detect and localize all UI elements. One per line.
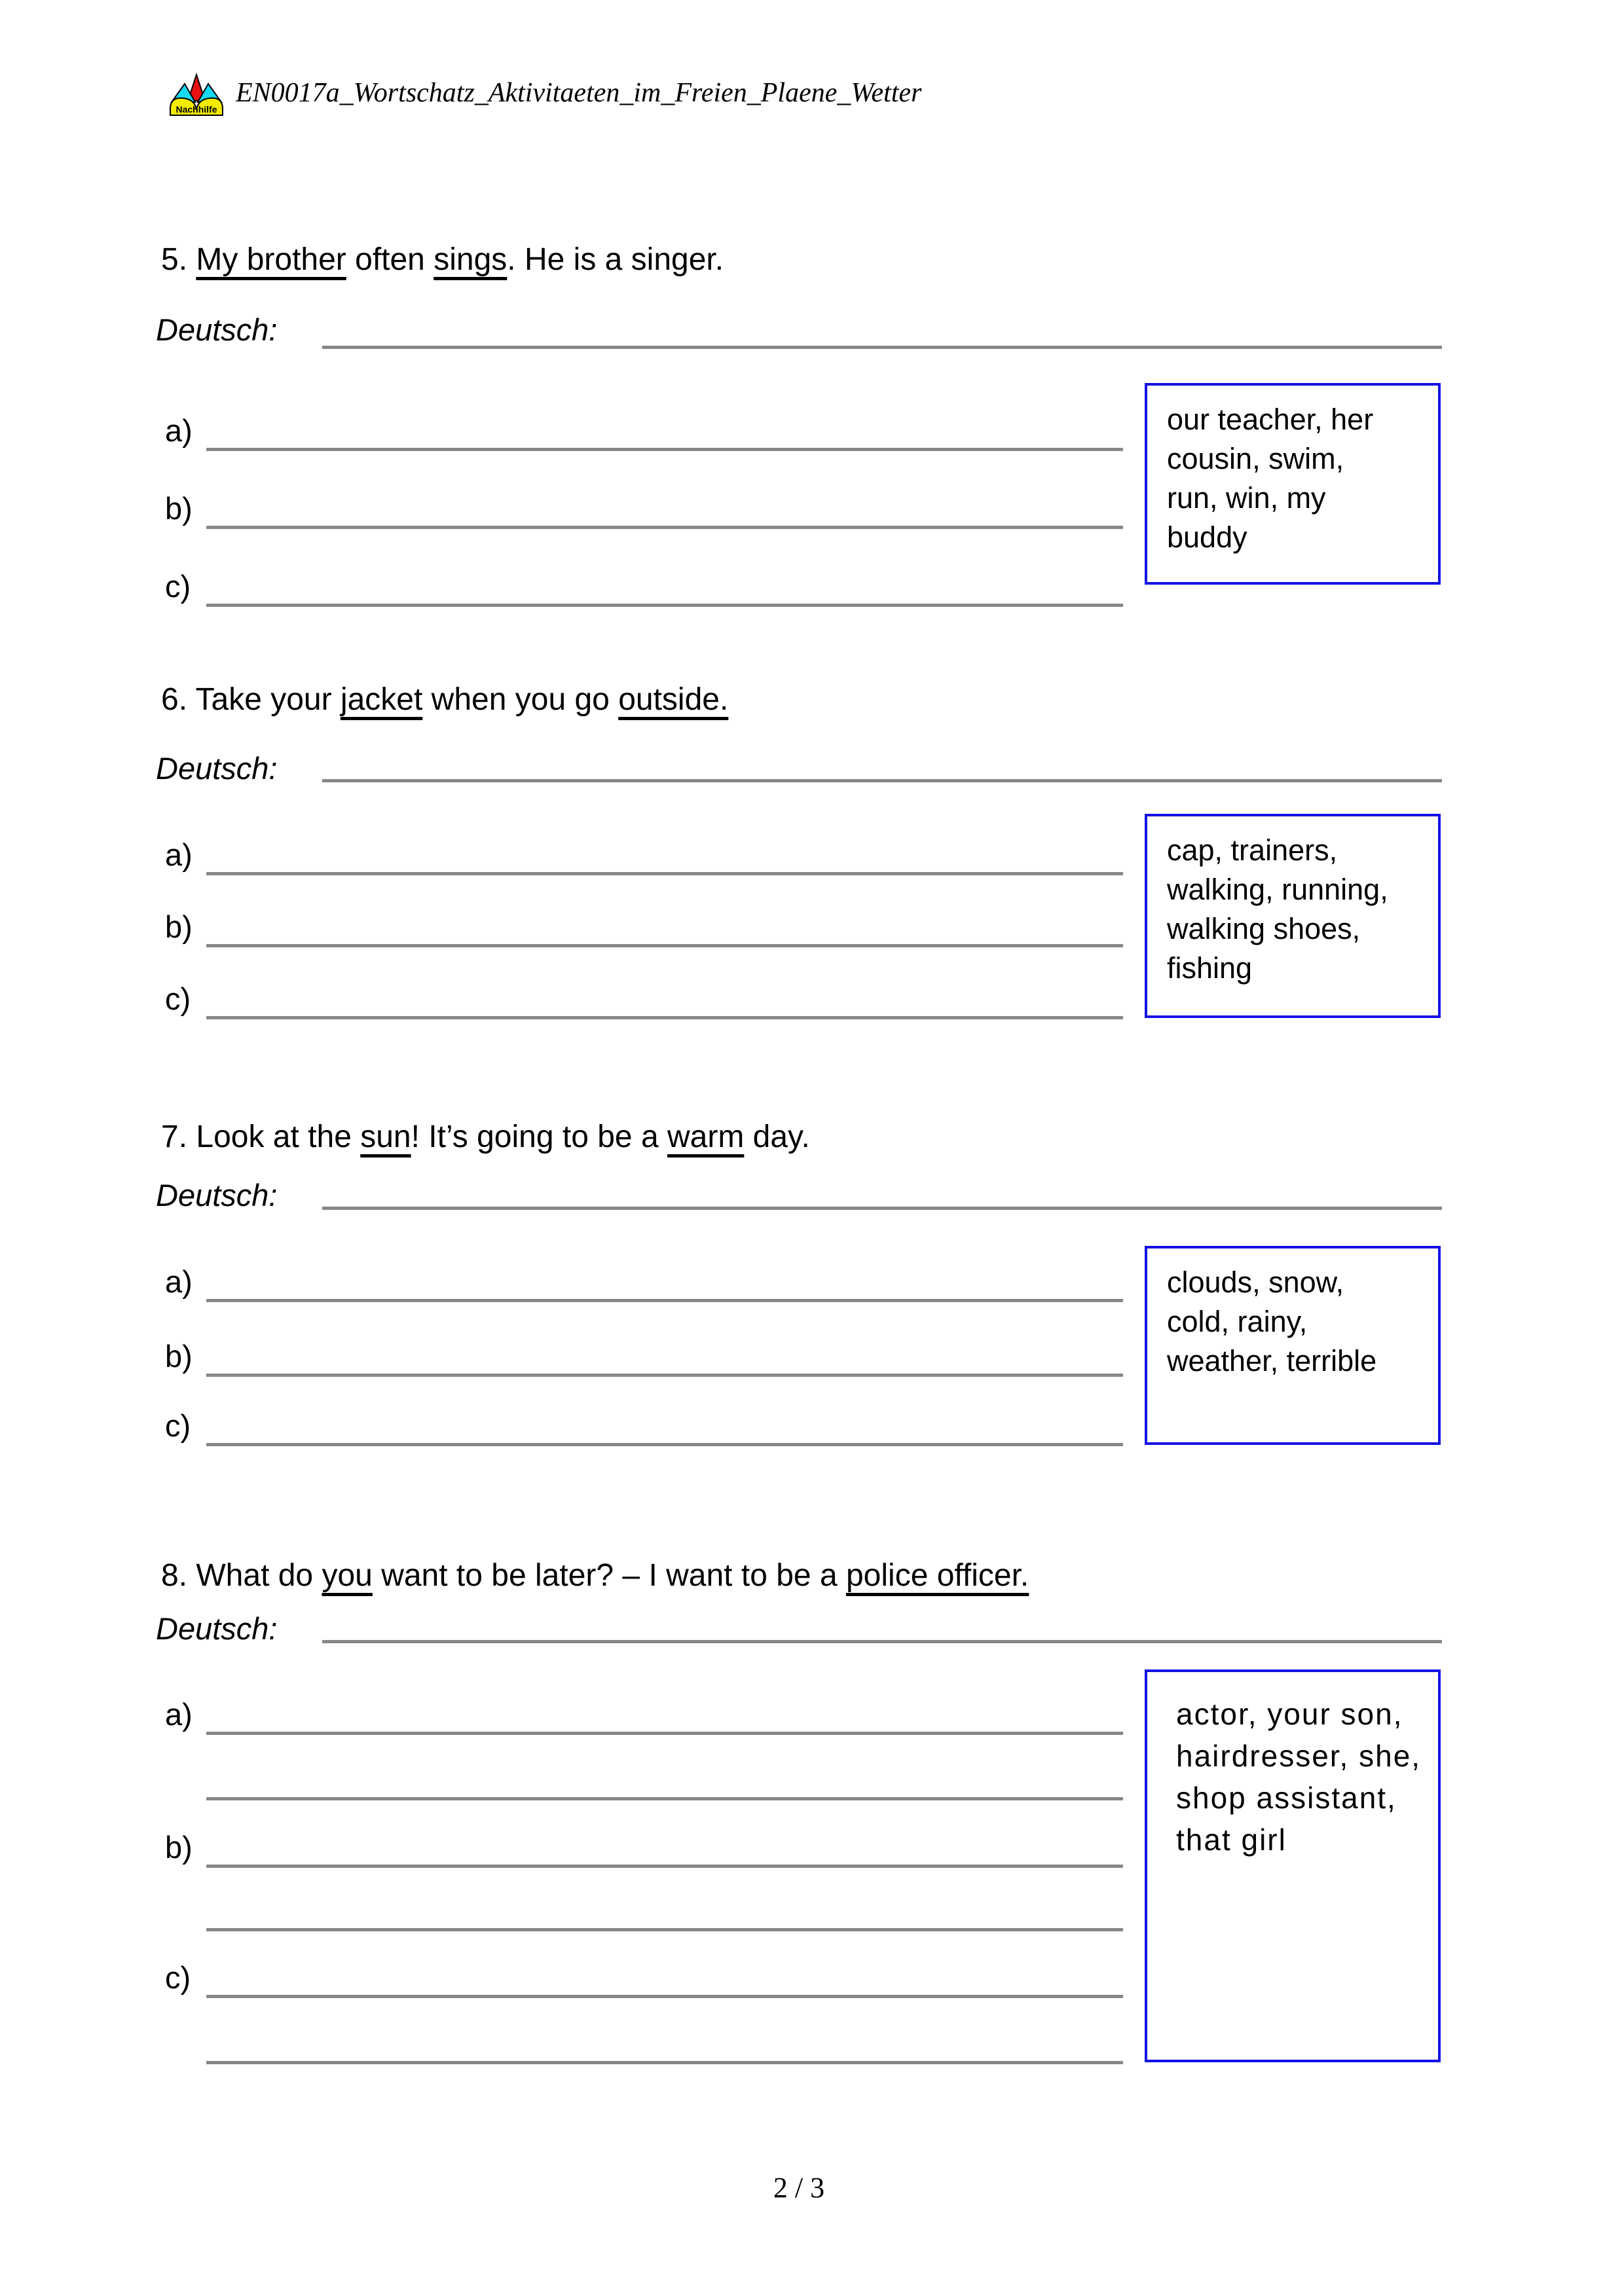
answer-line-b xyxy=(206,526,1123,529)
underlined-word: warm xyxy=(667,1120,745,1154)
label-a: a) xyxy=(165,837,193,872)
answer-line-c xyxy=(206,1995,1123,1998)
logo-text: Nachhilfe xyxy=(175,104,217,115)
word-bank-line: run, win, my xyxy=(1167,481,1326,515)
deutsch-label: Deutsch: xyxy=(156,1178,278,1212)
sentence-segment: 6. Take your xyxy=(161,682,341,717)
answer-line-a xyxy=(206,448,1123,451)
word-bank-line: fishing xyxy=(1167,951,1253,985)
label-b: b) xyxy=(165,1339,193,1374)
underlined-word: sun xyxy=(360,1120,411,1154)
word-bank-line: clouds, snow, xyxy=(1167,1266,1344,1299)
answer-line-c-continued xyxy=(206,2061,1123,2064)
page-number: 2 / 3 xyxy=(773,2172,825,2204)
deutsch-writing-line xyxy=(322,779,1442,782)
deutsch-writing-line xyxy=(322,1207,1442,1210)
word-bank-box-7 xyxy=(1145,1246,1441,1445)
word-bank-line: weather, terrible xyxy=(1167,1344,1377,1377)
answer-line-c xyxy=(206,1016,1123,1019)
label-c: c) xyxy=(165,981,191,1016)
sentence-segment: often xyxy=(346,242,434,277)
exercise-6-sentence xyxy=(161,681,728,719)
underlined-word: sings xyxy=(434,242,507,277)
underlined-word: outside. xyxy=(618,682,729,717)
underlined-word: you xyxy=(322,1558,373,1593)
label-b: b) xyxy=(165,491,193,526)
word-bank-line: cold, rainy, xyxy=(1167,1305,1308,1338)
document-title: EN0017a_Wortschatz_Aktivitaeten_im_Freien_Plaene_Wetter xyxy=(236,78,922,108)
sentence-segment: want to be later? – I want to be a xyxy=(372,1558,846,1593)
label-c: c) xyxy=(165,1960,191,1995)
answer-line-a xyxy=(206,872,1123,875)
word-bank-box-8 xyxy=(1145,1669,1441,2062)
word-bank-line: actor, your son, xyxy=(1176,1697,1403,1731)
deutsch-writing-line xyxy=(322,1640,1442,1643)
deutsch-writing-line xyxy=(322,346,1442,349)
underlined-word: My brother xyxy=(196,242,346,277)
exercise-8-sentence xyxy=(161,1557,1029,1595)
label-c: c) xyxy=(165,1408,191,1443)
label-a: a) xyxy=(165,1697,193,1732)
label-a: a) xyxy=(165,413,193,448)
deutsch-label: Deutsch: xyxy=(156,751,278,786)
word-bank-box-5 xyxy=(1145,383,1441,585)
word-bank-line: walking shoes, xyxy=(1167,912,1361,945)
answer-line-c xyxy=(206,604,1123,607)
answer-line-c xyxy=(206,1443,1123,1446)
underlined-word: police officer. xyxy=(845,1558,1029,1593)
label-c: c) xyxy=(165,569,191,604)
answer-line-b xyxy=(206,1374,1123,1377)
answer-line-a xyxy=(206,1732,1123,1735)
word-bank-line: that girl xyxy=(1176,1823,1287,1857)
label-a: a) xyxy=(165,1264,193,1299)
word-bank-line: our teacher, her xyxy=(1167,403,1374,436)
sentence-segment: . He is a singer. xyxy=(507,242,724,277)
answer-line-a-continued xyxy=(206,1797,1123,1800)
answer-line-b-continued xyxy=(206,1928,1123,1931)
deutsch-label: Deutsch: xyxy=(156,1611,278,1646)
word-bank-line: shop assistant, xyxy=(1176,1781,1397,1815)
word-bank-line: walking, running, xyxy=(1167,873,1388,906)
nachhilfe-logo xyxy=(168,72,225,119)
answer-line-b xyxy=(206,1865,1123,1868)
underlined-word: jacket xyxy=(340,682,423,717)
exercise-5-sentence xyxy=(161,241,724,279)
sentence-segment: day. xyxy=(744,1120,810,1154)
sentence-segment: ! It’s going to be a xyxy=(411,1120,667,1154)
answer-line-a xyxy=(206,1299,1123,1302)
word-bank-line: hairdresser, she, xyxy=(1176,1739,1422,1773)
word-bank-box-6 xyxy=(1145,814,1441,1018)
answer-line-b xyxy=(206,944,1123,947)
exercise-7-sentence xyxy=(161,1118,810,1156)
deutsch-label: Deutsch: xyxy=(156,312,278,347)
sentence-segment: 7. Look at the xyxy=(161,1120,361,1154)
sentence-segment: 5. xyxy=(161,242,196,277)
word-bank-line: cousin, swim, xyxy=(1167,442,1344,475)
word-bank-line: cap, trainers, xyxy=(1167,833,1338,867)
sentence-segment: 8. What do xyxy=(161,1558,322,1593)
sentence-segment: when you go xyxy=(422,682,619,717)
label-b: b) xyxy=(165,1830,193,1865)
label-b: b) xyxy=(165,909,193,944)
word-bank-line: buddy xyxy=(1167,520,1247,554)
